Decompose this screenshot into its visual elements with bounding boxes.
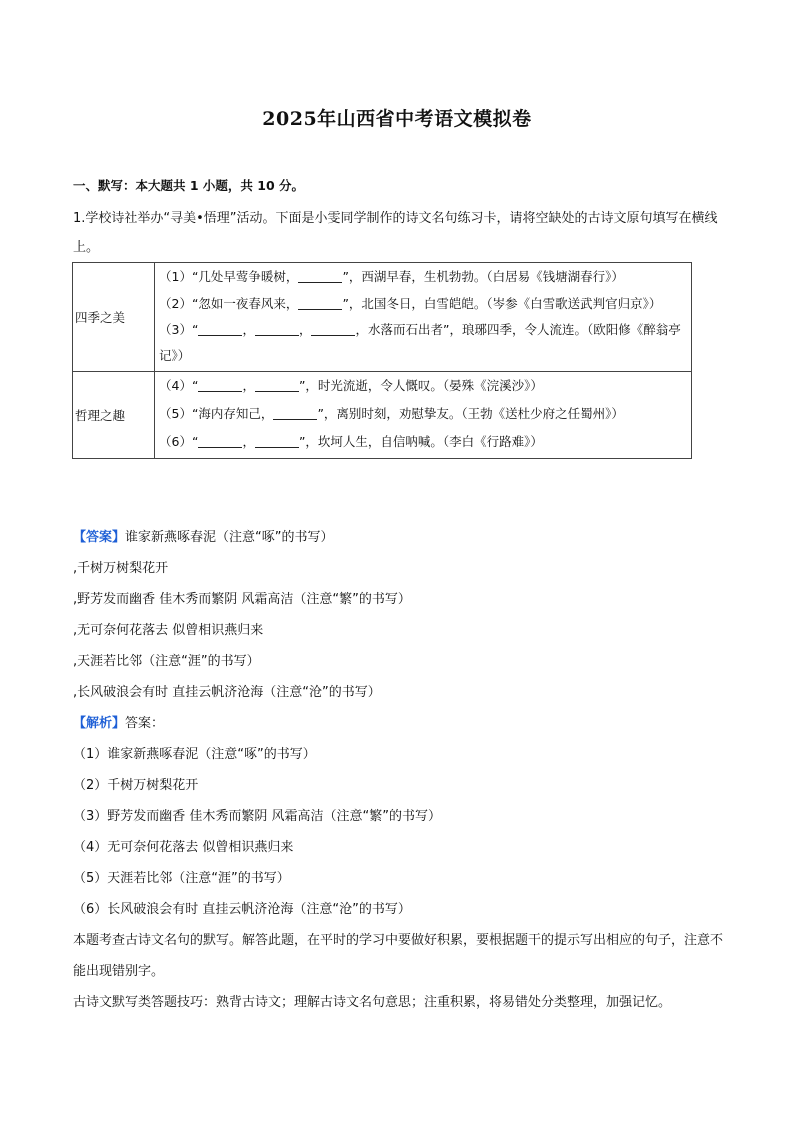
answer-blank[interactable] bbox=[255, 321, 299, 336]
analysis-line: （4）无可奈何花落去 似曾相识燕归来 bbox=[73, 840, 294, 855]
answer-section bbox=[73, 522, 733, 1018]
answer-line: ,野芳发而幽香 佳木秀而繁阴 风霜高洁（注意“繁”的书写） bbox=[73, 592, 411, 607]
category-cell: 四季之美 bbox=[73, 263, 155, 372]
section-heading: 一、默写：本大题共 1 小题，共 10 分。 bbox=[73, 178, 305, 193]
answer-blank[interactable] bbox=[298, 295, 342, 310]
analysis-heading: 【解析】答案： bbox=[73, 716, 165, 731]
analysis-tag: 【解析】 bbox=[73, 716, 126, 731]
answer-blank[interactable] bbox=[198, 433, 242, 448]
poem-line: （5）“海内存知己， ”，离别时刻，劝慰挚友。（王勃《送杜少府之任蜀州》） bbox=[159, 406, 624, 421]
table-row bbox=[73, 372, 692, 459]
lines-cell bbox=[155, 263, 692, 372]
answer-blank[interactable] bbox=[255, 433, 299, 448]
answer-tag: 【答案】 bbox=[73, 530, 126, 545]
practice-card-table bbox=[72, 262, 692, 459]
answer-blank[interactable] bbox=[198, 321, 242, 336]
answer-blank[interactable] bbox=[273, 405, 317, 420]
answer-line: ,千树万树梨花开 bbox=[73, 561, 169, 576]
answer-blank[interactable] bbox=[255, 377, 299, 392]
table-row bbox=[73, 263, 692, 372]
answer-line: ,天涯若比邻（注意“涯”的书写） bbox=[73, 654, 260, 669]
poem-line: （1）“几处早莺争暖树， ”，西湖早春，生机勃勃。（白居易《钱塘湖春行》） bbox=[159, 269, 624, 284]
answer-blank[interactable] bbox=[311, 321, 355, 336]
answer-line: ,长风破浪会有时 直挂云帆济沧海（注意“沧”的书写） bbox=[73, 685, 381, 700]
category-cell: 哲理之趣 bbox=[73, 372, 155, 459]
analysis-line: （2）千树万树梨花开 bbox=[73, 778, 199, 793]
page-title: 2025年山西省中考语文模拟卷 bbox=[262, 108, 532, 130]
analysis-paragraph: 本题考查古诗文名句的默写。解答此题，在平时的学习中要做好积累，要根据题干的提示写出相应的句子，注意不能出现错别字。 bbox=[73, 933, 724, 979]
lines-cell bbox=[155, 372, 692, 459]
analysis-line: （1）谁家新燕啄春泥（注意“啄”的书写） bbox=[73, 747, 316, 762]
answer-blank[interactable] bbox=[198, 377, 242, 392]
poem-line: （3）“ ， ， ，水落而石出者”，琅琊四季，令人流连。（欧阳修《醉翁亭记》） bbox=[159, 322, 681, 363]
analysis-line: （5）天涯若比邻（注意“涯”的书写） bbox=[73, 871, 290, 886]
analysis-line: （3）野芳发而幽香 佳木秀而繁阴 风霜高洁（注意“繁”的书写） bbox=[73, 809, 442, 824]
poem-line: （2）“忽如一夜春风来， ”，北国冬日，白雪皑皑。（岑参《白雪歌送武判官归京》） bbox=[159, 296, 662, 311]
answer-blank[interactable] bbox=[298, 268, 342, 283]
tips-paragraph: 古诗文默写类答题技巧：熟背古诗文；理解古诗文名句意思；注重积累，将易错处分类整理，加强记忆。 bbox=[73, 995, 672, 1010]
question-text: 1.学校诗社举办“寻美•悟理”活动。下面是小雯同学制作的诗文名句练习卡，请将空缺处的古诗文原句填写在横线上。 bbox=[73, 211, 718, 255]
answer-line: 【答案】谁家新燕啄春泥（注意“啄”的书写） bbox=[73, 530, 334, 545]
answer-line: ,无可奈何花落去 似曾相识燕归来 bbox=[73, 623, 264, 638]
poem-line: （4）“ ， ”，时光流逝，令人慨叹。（晏殊《浣溪沙》） bbox=[159, 378, 543, 393]
analysis-line: （6）长风破浪会有时 直挂云帆济沧海（注意“沧”的书写） bbox=[73, 902, 411, 917]
poem-line: （6）“ ， ”，坎坷人生，自信呐喊。（李白《行路难》） bbox=[159, 434, 543, 449]
